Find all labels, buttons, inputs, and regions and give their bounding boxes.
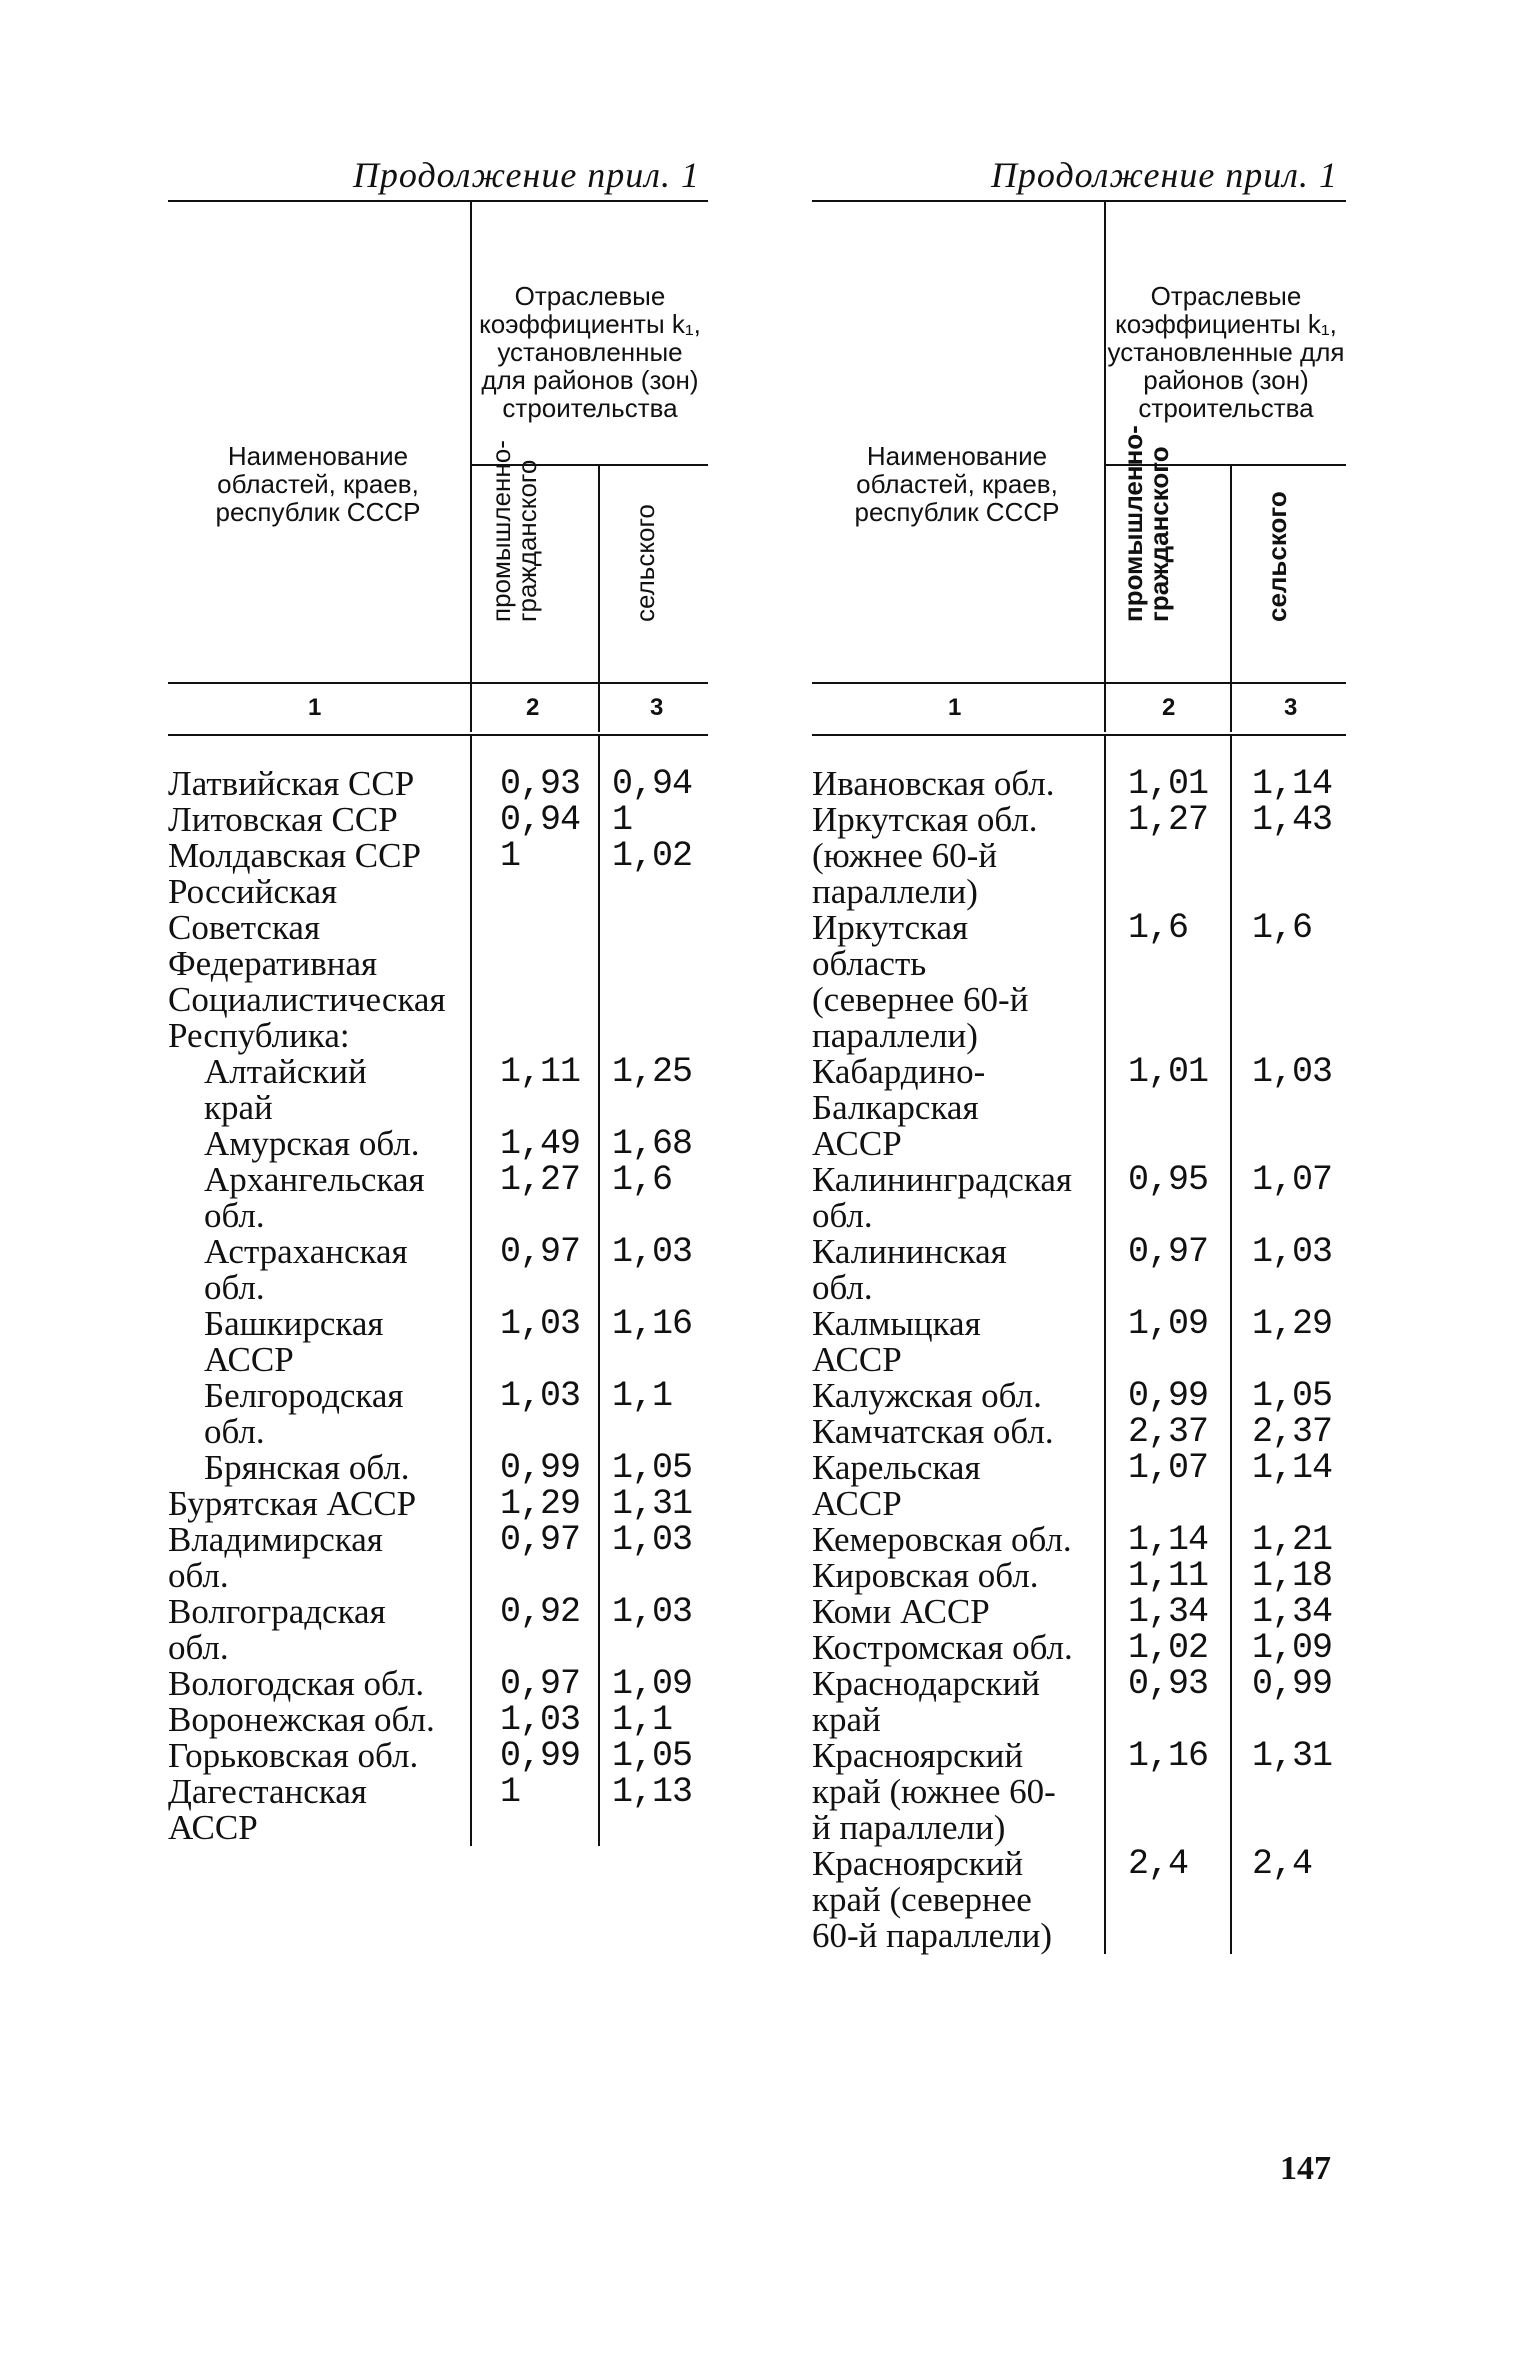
region-name: Коми АССР <box>812 1592 990 1631</box>
coefficient-industrial: 0,93 <box>1128 1664 1209 1704</box>
col-number-1: 1 <box>948 694 962 721</box>
coefficient-industrial: 0,94 <box>500 800 581 840</box>
region-name: Иркутская обл. (южнее 60-й параллели) <box>812 800 1038 911</box>
coefficient-industrial: 0,99 <box>500 1736 581 1776</box>
region-name: Вологодская обл. <box>168 1664 425 1703</box>
table-row <box>812 1594 1346 1630</box>
table-row <box>812 1306 1346 1378</box>
coefficient-industrial: 1,11 <box>500 1052 581 1092</box>
right-table <box>812 150 1346 1954</box>
table-row <box>812 1630 1346 1666</box>
coefficient-industrial: 1 <box>500 836 521 876</box>
industrial-subheader: промышленно-гражданского <box>486 440 542 622</box>
region-name: Калининградская обл. <box>812 1160 1072 1235</box>
continuation-title-right: Продолжение прил. 1 <box>990 155 1338 195</box>
table-row <box>168 1774 708 1846</box>
region-name: Карельская АССР <box>812 1448 981 1523</box>
coefficient-rural: 1,09 <box>1252 1628 1333 1668</box>
coefficient-industrial: 1,11 <box>1128 1556 1209 1596</box>
coefficient-rural: 1,02 <box>612 836 693 876</box>
coefficient-rural: 1,21 <box>1252 1520 1333 1560</box>
coefficient-rural: 1,25 <box>612 1052 693 1092</box>
coefficient-industrial: 1,03 <box>500 1700 581 1740</box>
region-name: Литовская ССР <box>168 800 398 839</box>
coefficient-rural: 1,05 <box>1252 1376 1333 1416</box>
region-name: Молдавская ССР <box>168 836 421 875</box>
coefficient-rural: 1,05 <box>612 1736 693 1776</box>
coefficient-industrial: 0,97 <box>1128 1232 1209 1272</box>
coefficient-rural: 1,03 <box>612 1592 693 1632</box>
region-name: Владимирская обл. <box>168 1520 383 1595</box>
coefficient-rural: 1,14 <box>1252 764 1333 804</box>
col-number-2: 2 <box>1162 694 1176 721</box>
table-row <box>168 1054 708 1126</box>
table-row <box>812 802 1346 910</box>
table-row <box>812 1666 1346 1738</box>
coefficient-rural: 1,03 <box>612 1232 693 1272</box>
region-name: Брянская обл. <box>204 1448 410 1487</box>
region-name: Бурятская АССР <box>168 1484 417 1523</box>
col-number-1: 1 <box>308 694 322 721</box>
region-name: Башкирская АССР <box>204 1304 384 1379</box>
coefficient-rural: 1,16 <box>612 1304 693 1344</box>
coefficient-industrial: 0,97 <box>500 1664 581 1704</box>
coefficient-industrial: 0,97 <box>500 1232 581 1272</box>
region-name: Амурская обл. <box>204 1124 420 1163</box>
coefficient-industrial: 0,95 <box>1128 1160 1209 1200</box>
rural-subheader: сельского <box>630 504 660 622</box>
coefficient-industrial: 1,6 <box>1128 908 1189 948</box>
coefficient-rural: 1,1 <box>612 1700 673 1740</box>
coefficient-rural: 1,6 <box>1252 908 1313 948</box>
left-table <box>168 150 708 1846</box>
table-row <box>168 1486 708 1522</box>
coefficient-industrial: 1,02 <box>1128 1628 1209 1668</box>
region-name: Кировская обл. <box>812 1556 1039 1595</box>
table-row <box>812 1558 1346 1594</box>
coefficient-rural: 0,94 <box>612 764 693 804</box>
table-row <box>168 838 708 874</box>
table-row <box>812 1378 1346 1414</box>
coefficient-industrial: 1,49 <box>500 1124 581 1164</box>
region-name: Дагестанская АССР <box>168 1772 367 1847</box>
region-name: Латвийская ССР <box>168 764 415 803</box>
region-name: Ивановская обл. <box>812 764 1055 803</box>
table-row <box>812 910 1346 1054</box>
table-row <box>812 1414 1346 1450</box>
table-header <box>168 202 708 682</box>
col-number-3: 3 <box>650 694 664 721</box>
table-row <box>168 802 708 838</box>
table-body <box>812 736 1346 1954</box>
coefficient-industrial: 1,01 <box>1128 764 1209 804</box>
coefficient-industrial: 1,34 <box>1128 1592 1209 1632</box>
coefficient-industrial: 1,09 <box>1128 1304 1209 1344</box>
table-row <box>168 1522 708 1594</box>
page-number: 147 <box>1280 2150 1331 2187</box>
table-row <box>812 1450 1346 1522</box>
column-number-row <box>812 682 1346 734</box>
coefficient-rural: 1,03 <box>1252 1052 1333 1092</box>
coefficient-industrial: 1,16 <box>1128 1736 1209 1776</box>
coefficient-rural: 1,03 <box>1252 1232 1333 1272</box>
coefficient-rural: 1 <box>612 800 633 840</box>
col-number-3: 3 <box>1284 694 1298 721</box>
region-name: Красноярский край (южнее 60-й параллели) <box>812 1736 1056 1847</box>
continuation-title-left: Продолжение прил. 1 <box>352 155 700 195</box>
coefficient-industrial: 1,27 <box>500 1160 581 1200</box>
region-name: Белгородская обл. <box>204 1376 404 1451</box>
coefficient-industrial: 2,4 <box>1128 1844 1189 1884</box>
table-row <box>812 1234 1346 1306</box>
name-column-header: Наименование областей, краев, республик СССР <box>215 441 421 527</box>
coefficient-rural: 1,31 <box>612 1484 693 1524</box>
coefficient-industrial: 1,29 <box>500 1484 581 1524</box>
table-row <box>168 766 708 802</box>
coefficient-rural: 1,43 <box>1252 800 1333 840</box>
table-row <box>168 1738 708 1774</box>
table-row <box>168 1162 708 1234</box>
region-name: Камчатская обл. <box>812 1412 1054 1451</box>
coefficient-industrial: 0,97 <box>500 1520 581 1560</box>
table-row <box>812 766 1346 802</box>
coefficient-industrial: 1,07 <box>1128 1448 1209 1488</box>
table-body <box>168 736 708 1846</box>
table-row <box>812 1846 1346 1954</box>
region-name: Краснодарский край <box>812 1664 1040 1739</box>
table-row <box>812 1738 1346 1846</box>
coefficient-industrial: 0,99 <box>500 1448 581 1488</box>
coefficient-rural: 1,05 <box>612 1448 693 1488</box>
coefficient-industrial: 1,27 <box>1128 800 1209 840</box>
coefficient-industrial: 0,93 <box>500 764 581 804</box>
coefficient-industrial: 1,01 <box>1128 1052 1209 1092</box>
region-name: Горьковская обл. <box>168 1736 419 1775</box>
coefficient-rural: 1,34 <box>1252 1592 1333 1632</box>
coefficient-industrial: 0,99 <box>1128 1376 1209 1416</box>
coefficient-header: Отраслевые коэффициенты k₁, установленные для районов (зон) строительства <box>479 281 701 423</box>
coefficient-rural: 2,37 <box>1252 1412 1333 1452</box>
coefficient-rural: 1,31 <box>1252 1736 1333 1776</box>
coefficient-rural: 2,4 <box>1252 1844 1313 1884</box>
coefficient-rural: 1,18 <box>1252 1556 1333 1596</box>
name-column-header: Наименование областей, краев, республик СССР <box>854 441 1060 527</box>
coefficient-rural: 1,29 <box>1252 1304 1333 1344</box>
coefficient-rural: 1,14 <box>1252 1448 1333 1488</box>
industrial-subheader: промышленно-гражданского <box>1118 425 1174 622</box>
region-name: Калужская обл. <box>812 1376 1042 1415</box>
region-name: Воронежская обл. <box>168 1700 435 1739</box>
coefficient-rural: 1,07 <box>1252 1160 1333 1200</box>
region-name: Российская Советская Федеративная Социалистическая Республика: <box>168 872 446 1055</box>
column-number-row <box>168 682 708 734</box>
region-name: Астраханская обл. <box>204 1232 408 1307</box>
region-name: Калининская обл. <box>812 1232 1007 1307</box>
region-name: Красноярский край (севернее 60-й параллели) <box>812 1844 1053 1955</box>
coefficient-rural: 0,99 <box>1252 1664 1333 1704</box>
region-name: Иркутская область (севернее 60-й параллели) <box>812 908 1029 1055</box>
table-row <box>168 1234 708 1306</box>
table-row <box>168 1306 708 1378</box>
coefficient-industrial: 2,37 <box>1128 1412 1209 1452</box>
table-row <box>168 874 708 1054</box>
coefficient-industrial: 1,03 <box>500 1304 581 1344</box>
region-name: Волгоградская обл. <box>168 1592 386 1667</box>
table-row <box>168 1450 708 1486</box>
coefficient-header: Отраслевые коэффициенты k₁, установленные для районов (зон) строительства <box>1107 281 1345 423</box>
table-row <box>168 1126 708 1162</box>
region-name: Кемеровская обл. <box>812 1520 1072 1559</box>
coefficient-rural: 1,03 <box>612 1520 693 1560</box>
table-row <box>812 1054 1346 1162</box>
coefficient-industrial: 1,03 <box>500 1376 581 1416</box>
region-name: Костромская обл. <box>812 1628 1073 1667</box>
table-row <box>812 1162 1346 1234</box>
coefficient-rural: 1,09 <box>612 1664 693 1704</box>
table-row <box>168 1594 708 1666</box>
region-name: Архангельская обл. <box>204 1160 425 1235</box>
table-row <box>812 1522 1346 1558</box>
rural-subheader: сельского <box>1262 491 1292 622</box>
table-row <box>168 1666 708 1702</box>
coefficient-industrial: 1,14 <box>1128 1520 1209 1560</box>
coefficient-rural: 1,6 <box>612 1160 673 1200</box>
coefficient-rural: 1,68 <box>612 1124 693 1164</box>
region-name: Кабардино-Балкарская АССР <box>812 1052 986 1163</box>
region-name: Алтайский край <box>204 1052 367 1127</box>
table-row <box>168 1702 708 1738</box>
coefficient-industrial: 0,92 <box>500 1592 581 1632</box>
coefficient-industrial: 1 <box>500 1772 521 1812</box>
table-row <box>168 1378 708 1450</box>
table-header <box>812 202 1346 682</box>
col-number-2: 2 <box>526 694 540 721</box>
coefficient-rural: 1,1 <box>612 1376 673 1416</box>
coefficient-rural: 1,13 <box>612 1772 693 1812</box>
region-name: Калмыцкая АССР <box>812 1304 981 1379</box>
